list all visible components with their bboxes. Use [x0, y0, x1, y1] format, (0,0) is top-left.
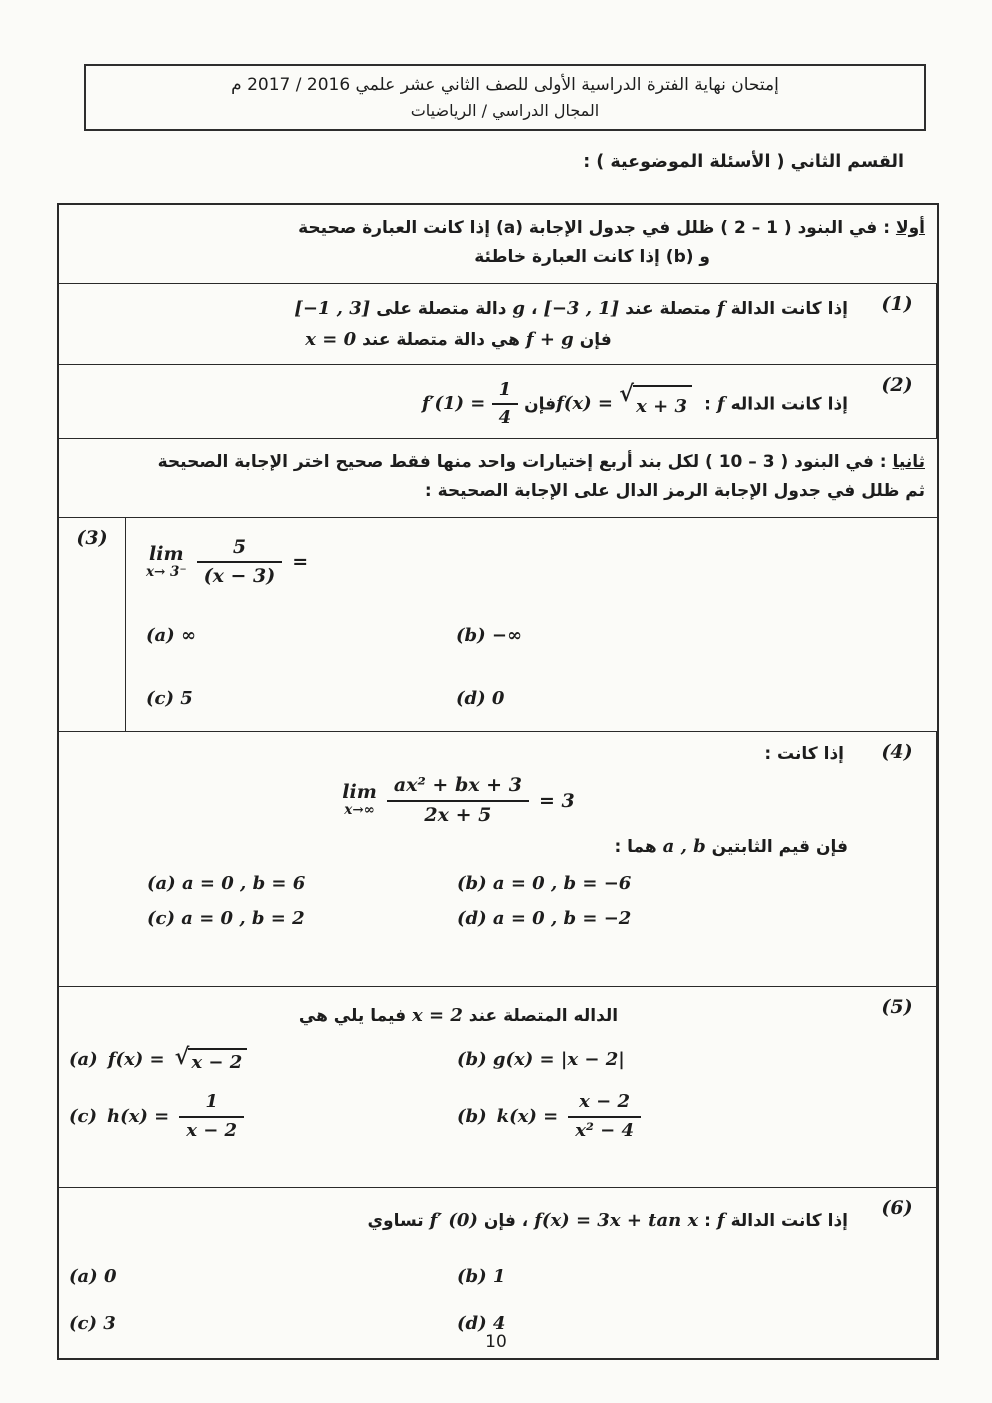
- q1-math-f: f: [716, 297, 725, 319]
- question-5-content: [59, 987, 858, 1187]
- q2-fprime: f′(1) =: [421, 393, 486, 415]
- fraction-numerator: 5: [197, 536, 283, 564]
- part-two-intro-line2: ثم ظلل في جدول الإجابة الرمز الدال على الإجابة الصحيحة :: [424, 480, 925, 501]
- q4-option-d: (d) a = 0 , b = −2: [457, 907, 632, 929]
- q4-limit-expression: [69, 774, 848, 828]
- question-3-content: [126, 518, 937, 732]
- q6-options: [69, 1266, 848, 1334]
- q6-text-c: تساوي: [367, 1211, 424, 1232]
- q5-option-b: (b) g(x) = |x − 2|: [457, 1049, 625, 1071]
- q5-option-a-lhs: f(x) =: [107, 1049, 165, 1071]
- fraction-numerator: 1: [179, 1091, 244, 1118]
- q3-limit-expression: [146, 536, 927, 590]
- q4-constants: a , b: [662, 835, 706, 857]
- part-one-intro-line1: [71, 214, 925, 243]
- equals-sign: =: [292, 551, 309, 574]
- radical-sign: √: [619, 381, 635, 408]
- q1-math-sum: f + g: [525, 328, 574, 350]
- fraction-numerator: x − 2: [568, 1091, 641, 1118]
- q5-option-d-lhs: k(x) =: [496, 1106, 559, 1128]
- q6-function-def: f(x) = 3x + tan x: [534, 1210, 699, 1232]
- q1-interval-g: [−1 , 3]: [294, 297, 371, 319]
- q1-text-e: هي دالة متصلة عند: [362, 329, 520, 350]
- q1-line1: [69, 292, 848, 326]
- exam-table: [57, 203, 939, 1360]
- radical-sign: √: [174, 1044, 190, 1071]
- fraction-denominator: 4: [498, 407, 512, 429]
- sqrt-expression: [619, 383, 692, 425]
- q4-option-a: (a) a = 0 , b = 6: [147, 872, 306, 894]
- question-3: [59, 517, 937, 732]
- fraction-denominator: x² − 4: [575, 1119, 634, 1141]
- fraction: [568, 1091, 641, 1142]
- q3-option-d: (d) 0: [456, 688, 505, 710]
- q6-option-b: (b) 1: [457, 1266, 506, 1288]
- q1-comma: ،: [530, 298, 538, 319]
- fraction-numerator: 1: [492, 379, 519, 406]
- exam-header-box: [84, 64, 926, 131]
- fraction-denominator: 2x + 5: [424, 803, 492, 826]
- question-2-content: [59, 365, 858, 438]
- q6-derivative: f′ (0): [429, 1210, 478, 1232]
- q6-colon: :: [704, 1211, 711, 1232]
- q5-option-c: [69, 1091, 457, 1142]
- q2-text-a: إذا كانت الداله: [730, 394, 848, 415]
- fraction: [179, 1091, 244, 1142]
- q6-text-a: إذا كانت الدالة: [730, 1211, 848, 1232]
- lim-subscript: x→∞: [344, 802, 375, 819]
- q1-math-g: g: [512, 297, 526, 319]
- q5-option-d-label: (b): [457, 1106, 487, 1128]
- limit-operator: [342, 783, 377, 818]
- q4-option-b: (b) a = 0 , b = −6: [457, 872, 632, 894]
- q4-after-line: [69, 836, 848, 857]
- q1-interval-f: [−3 , 1]: [543, 297, 620, 319]
- q5-math-x2: x = 2: [412, 1005, 463, 1027]
- sqrt-expression: [175, 1046, 248, 1073]
- part-two-intro-line1: [71, 448, 925, 477]
- q2-function-def: [556, 381, 698, 418]
- question-6-number: (6): [858, 1188, 937, 1358]
- q2-text-b: فإن: [524, 394, 557, 415]
- q5-option-c-lhs: h(x) =: [107, 1106, 170, 1128]
- q2-colon: :: [704, 394, 711, 415]
- q1-text-b: متصلة عند: [625, 298, 711, 319]
- part-two-term: ثانيا: [892, 451, 925, 472]
- part-one-rest: : في البنود ( 1 – 2 ) ظلل في جدول الإجابة (a) إذا كانت العبارة صحيحة: [298, 218, 891, 238]
- q1-text-d: فإن: [579, 329, 612, 350]
- question-2: [59, 364, 937, 438]
- q5-option-d: [457, 1091, 848, 1142]
- part-two-rest: : في البنود ( 3 – 10 ) لكل بند أربع إختيارات واحد منها فقط صحيح اختر الإجابة الصحيحة: [157, 451, 887, 472]
- q3-option-b: (b) −∞: [456, 625, 522, 647]
- exam-title: إمتحان نهاية الفترة الدراسية الأولى للصف الثاني عشر علمي 2016 / 2017 م: [231, 75, 779, 95]
- q6-option-c: (c) 3: [69, 1313, 116, 1335]
- q1-line2: [69, 329, 848, 350]
- q5-options: [69, 1046, 848, 1142]
- q4-options: [147, 873, 848, 929]
- exam-subject: المجال الدراسي / الرياضيات: [410, 100, 600, 120]
- q5-text-b: فيما يلي هي: [298, 1006, 407, 1027]
- lim-subscript: x→ 3⁻: [146, 563, 187, 580]
- lim-word: lim: [342, 781, 377, 804]
- equals-sign: = 3: [538, 789, 575, 812]
- q2-fx-lhs: f(x) =: [556, 393, 614, 415]
- question-5-number: (5): [858, 987, 937, 1187]
- q2-math-f: f: [716, 393, 725, 415]
- part-one-intro: [59, 205, 937, 283]
- q4-intro: إذا كانت :: [764, 744, 844, 765]
- q6-option-a: (a) 0: [69, 1266, 117, 1288]
- q6-title: [69, 1204, 848, 1238]
- question-2-number: (2): [858, 365, 937, 438]
- q4-after-text-b: هما :: [614, 836, 657, 857]
- lim-word: lim: [149, 542, 184, 565]
- question-5: [59, 986, 937, 1187]
- q5-option-c-label: (c): [69, 1106, 97, 1128]
- question-1-content: [59, 284, 858, 364]
- q5-text-a: الداله المتصلة عند: [468, 1006, 619, 1027]
- question-4: [59, 731, 937, 986]
- q3-options: [146, 625, 927, 709]
- fraction-denominator: (x − 3): [203, 565, 276, 588]
- section-title: القسم الثاني ( الأسئلة الموضوعية ) :: [583, 152, 904, 172]
- q6-comma: ،: [521, 1211, 529, 1232]
- q4-option-c: (c) a = 0 , b = 2: [147, 907, 305, 929]
- q2-line: [69, 373, 848, 430]
- fraction: [492, 379, 519, 430]
- q6-math-f: f: [716, 1210, 725, 1232]
- q1-math-x0: x = 0: [305, 328, 357, 350]
- question-4-content: [59, 732, 858, 986]
- part-one-intro-line2: و (b) إذا كانت العبارة خاطئة: [474, 246, 710, 267]
- question-3-number: (3): [59, 518, 126, 732]
- part-two-intro: [59, 438, 937, 517]
- fraction: [387, 774, 529, 828]
- q2-derivative: [421, 378, 518, 429]
- fraction-denominator: x − 2: [186, 1119, 238, 1141]
- q5-option-a-label: (a): [69, 1049, 98, 1071]
- part-one-term: أولا: [895, 218, 925, 238]
- question-1: [59, 283, 937, 364]
- q1-text-a: إذا كانت الدالة: [730, 298, 848, 319]
- fraction-numerator: ax² + bx + 3: [387, 774, 529, 802]
- limit-operator: [146, 542, 187, 580]
- q3-option-c: (c) 5: [146, 688, 193, 710]
- q6-option-d: (d) 4: [457, 1313, 506, 1335]
- q5-option-a: [69, 1046, 457, 1073]
- radicand: x − 2: [188, 1048, 247, 1073]
- q1-text-c: دالة متصلة على: [376, 298, 507, 319]
- question-4-number: (4): [858, 732, 937, 986]
- q6-text-b: فإن: [483, 1211, 516, 1232]
- fraction: [197, 536, 283, 590]
- q3-option-a: (a) ∞: [146, 625, 196, 647]
- radicand: x + 3: [633, 385, 692, 425]
- question-1-number: (1): [858, 284, 937, 364]
- q4-after-text-a: فإن قيم الثابتين: [711, 836, 848, 857]
- q5-title: [69, 1005, 848, 1026]
- page-number: 10: [485, 1332, 507, 1352]
